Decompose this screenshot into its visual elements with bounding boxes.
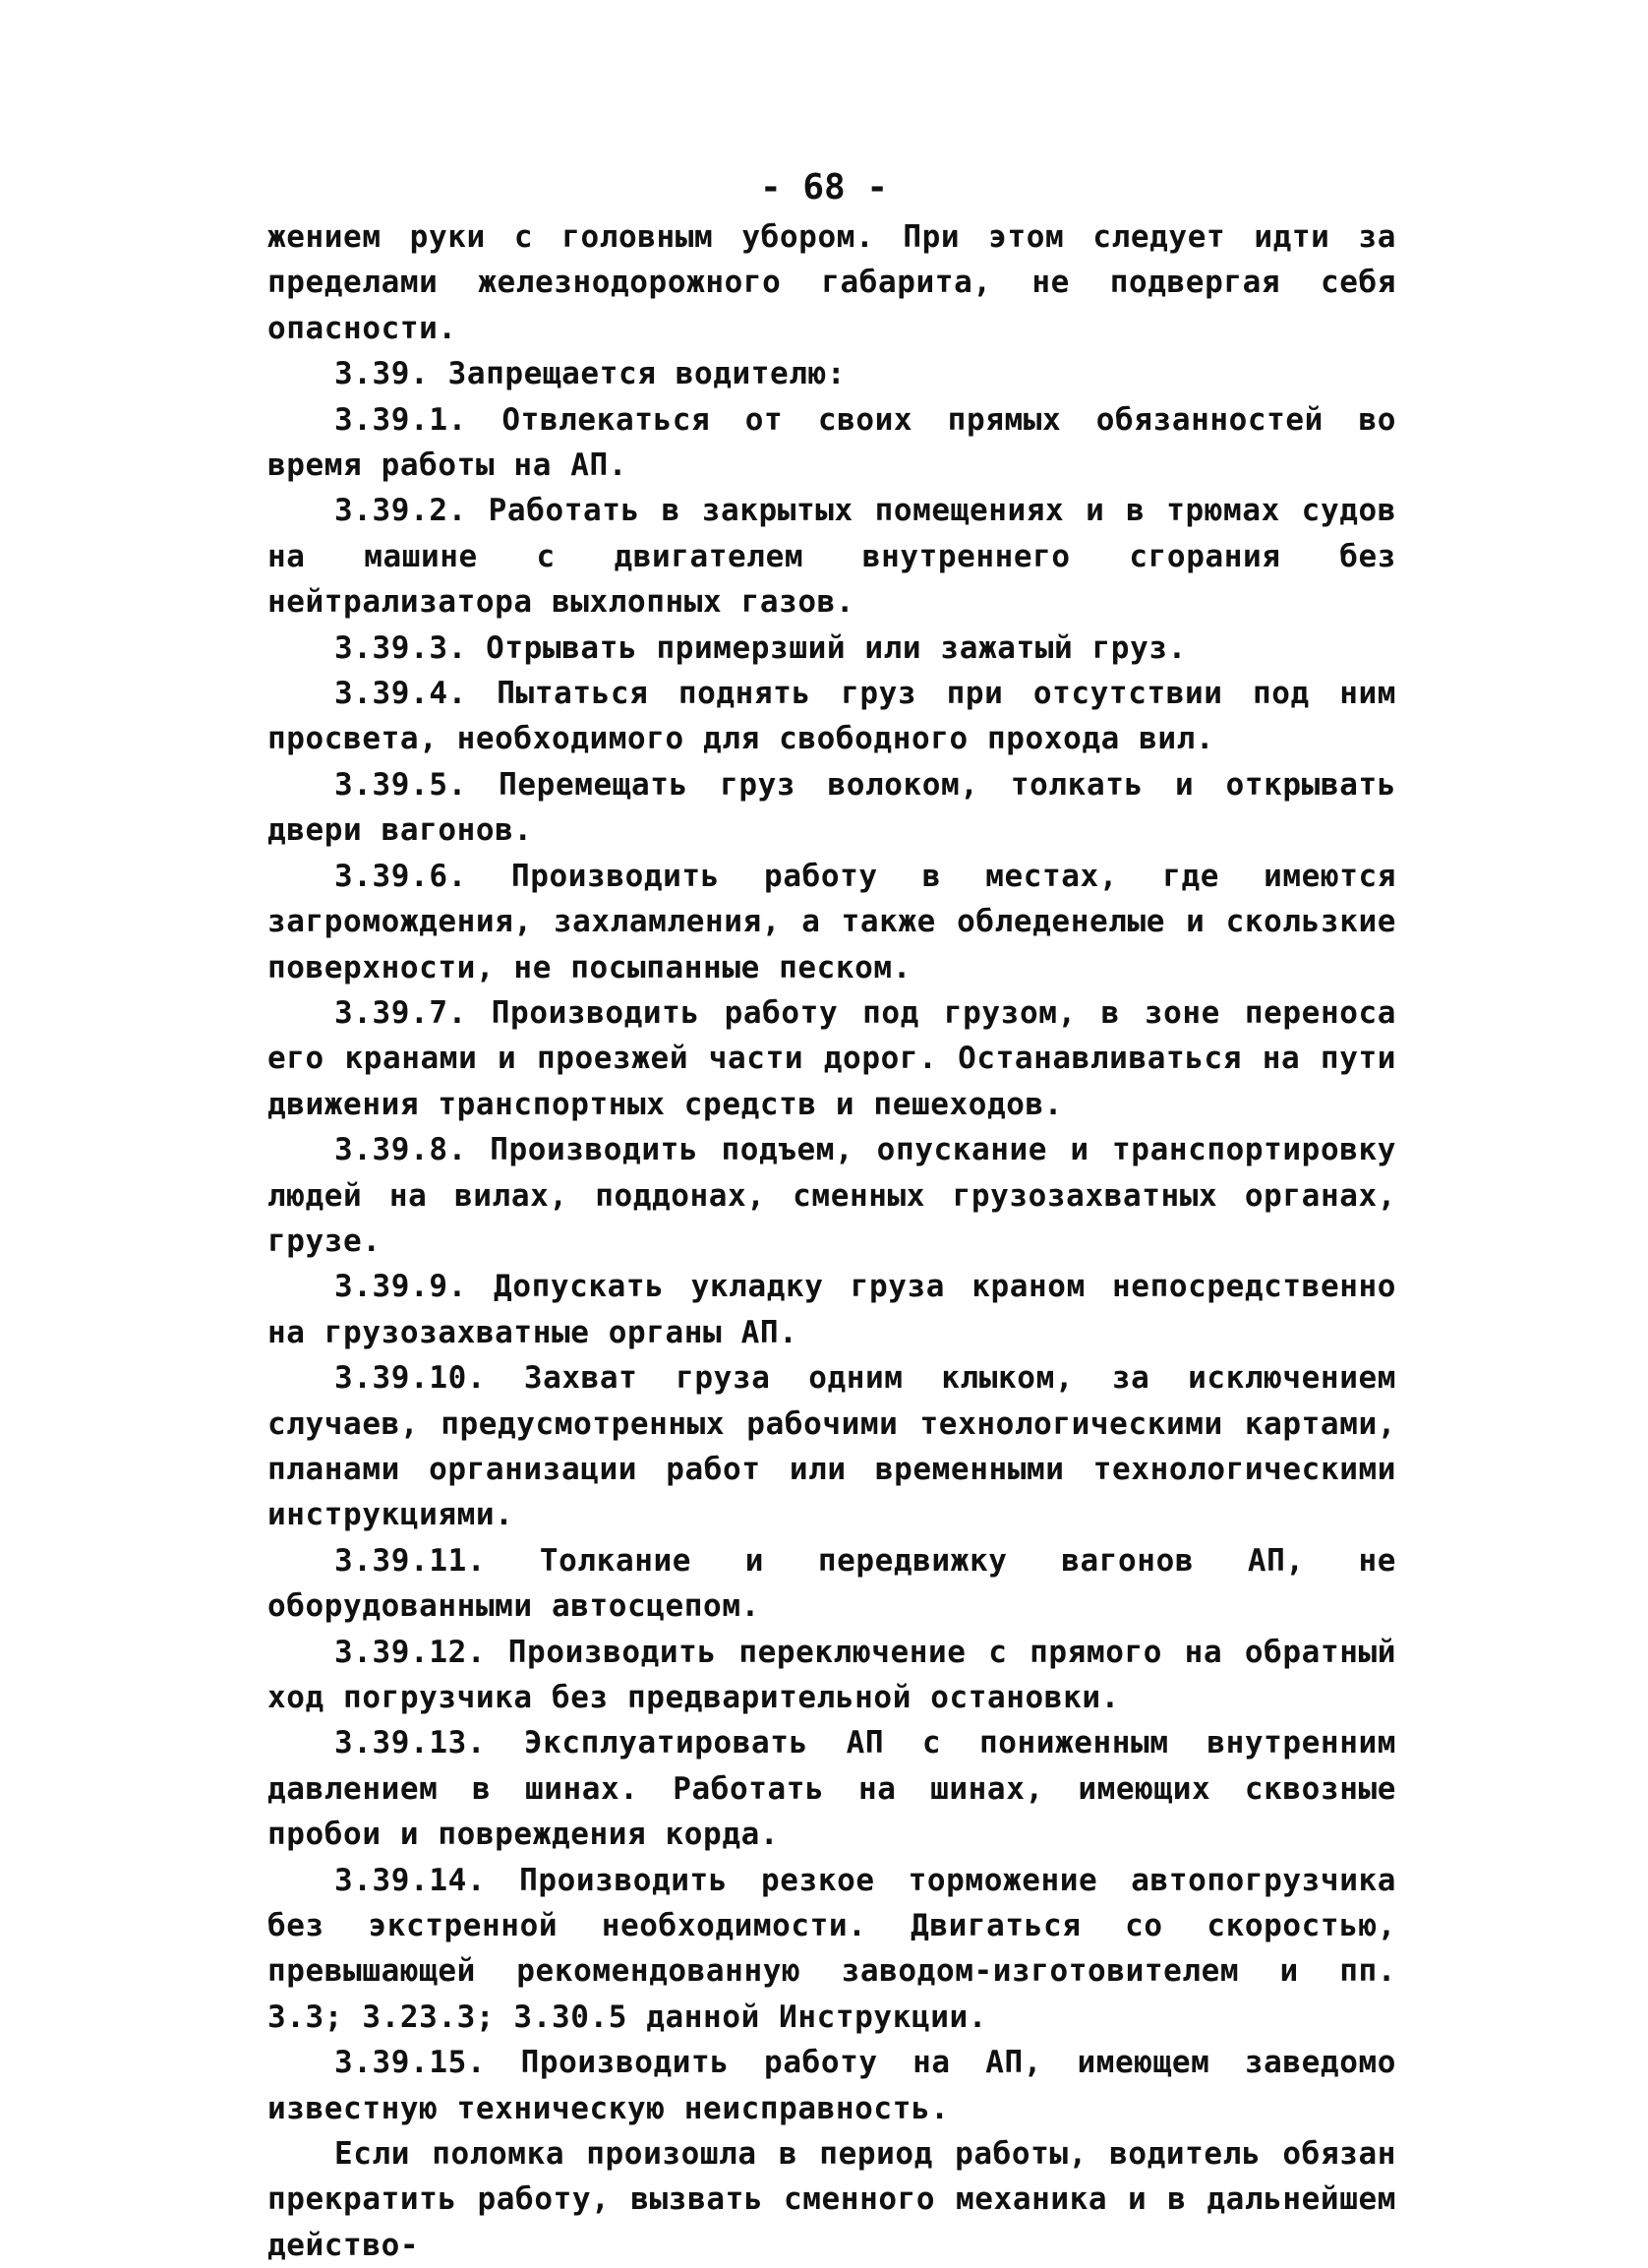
paragraph: 3.39.8. Производить подъем, опускание и транспортировку людей на вилах, поддонах, сменных грузозахватных органах, грузе. [267, 1132, 1396, 1259]
paragraph: 3.39.11. Толкание и передвижку вагонов АП, не оборудованными автосцепом. [267, 1542, 1396, 1625]
paragraph: 3.39. Запрещается водителю: [334, 356, 847, 392]
paragraph: 3.39.2. Работать в закрытых помещениях и в трюмах судов на машине с двигателем внутреннего сгорания без нейтрализатора выхлопных газов. [267, 493, 1396, 621]
page-number: - 68 - [759, 167, 889, 208]
body-text [267, 214, 1396, 2268]
paragraph: 3.39.6. Производить работу в местах, где имеются загромождения, захламления, а также обледенелые и скользкие поверхности, не посыпанные песком. [267, 858, 1396, 985]
paragraph: 3.39.3. Отрывать примерзший или зажатый груз. [334, 629, 1187, 666]
paragraph: Если поломка произошла в период работы, водитель обязан прекратить работу, вызвать сменного механика и в дальнейшем действо- [267, 2136, 1396, 2263]
paragraph: 3.39.14. Производить резкое торможение автопогрузчика без экстренной необходимости. Двигаться со скоростью, превышающей рекомендованную заводом-изготовителем и пп. 3.3; 3.23.3; 3.30.5 данной Инструкции. [267, 1862, 1396, 2035]
paragraph: 3.39.9. Допускать укладку груза краном непосредственно на грузозахватные органы АП. [267, 1269, 1396, 1350]
paragraph: 3.39.13. Эксплуатировать АП с пониженным внутренним давлением в шинах. Работать на шинах, имеющих сквозные пробои и повреждения корда. [267, 1725, 1396, 1853]
paragraph: 3.39.5. Перемещать груз волоком, толкать и открывать двери вагонов. [267, 766, 1396, 849]
paragraph: 3.39.10. Захват груза одним клыком, за исключением случаев, предусмотренных рабочими технологическими картами, планами организации работ или временными технологическими инструкциями. [267, 1360, 1396, 1533]
paragraph: 3.39.1. Отвлекаться от своих прямых обязанностей во время работы на АП. [267, 401, 1396, 484]
paragraph: 3.39.7. Производить работу под грузом, в зоне переноса его кранами и проезжей части дорог. Останавливаться на пути движения транспортных средств и пешеходов. [267, 994, 1396, 1122]
paragraph: жением руки с головным убором. При этом следует идти за пределами железнодорожного габарита, не подвергая себя опасности. [267, 219, 1396, 346]
paragraph: 3.39.12. Производить переключение с прямого на обратный ход погрузчика без предварительной остановки. [267, 1634, 1396, 1715]
paragraph: 3.39.15. Производить работу на АП, имеющем заведомо известную техническую неисправность. [267, 2045, 1396, 2126]
paragraph: 3.39.4. Пытаться поднять груз при отсутствии под ним просвета, необходимого для свободного прохода вил. [267, 676, 1396, 757]
